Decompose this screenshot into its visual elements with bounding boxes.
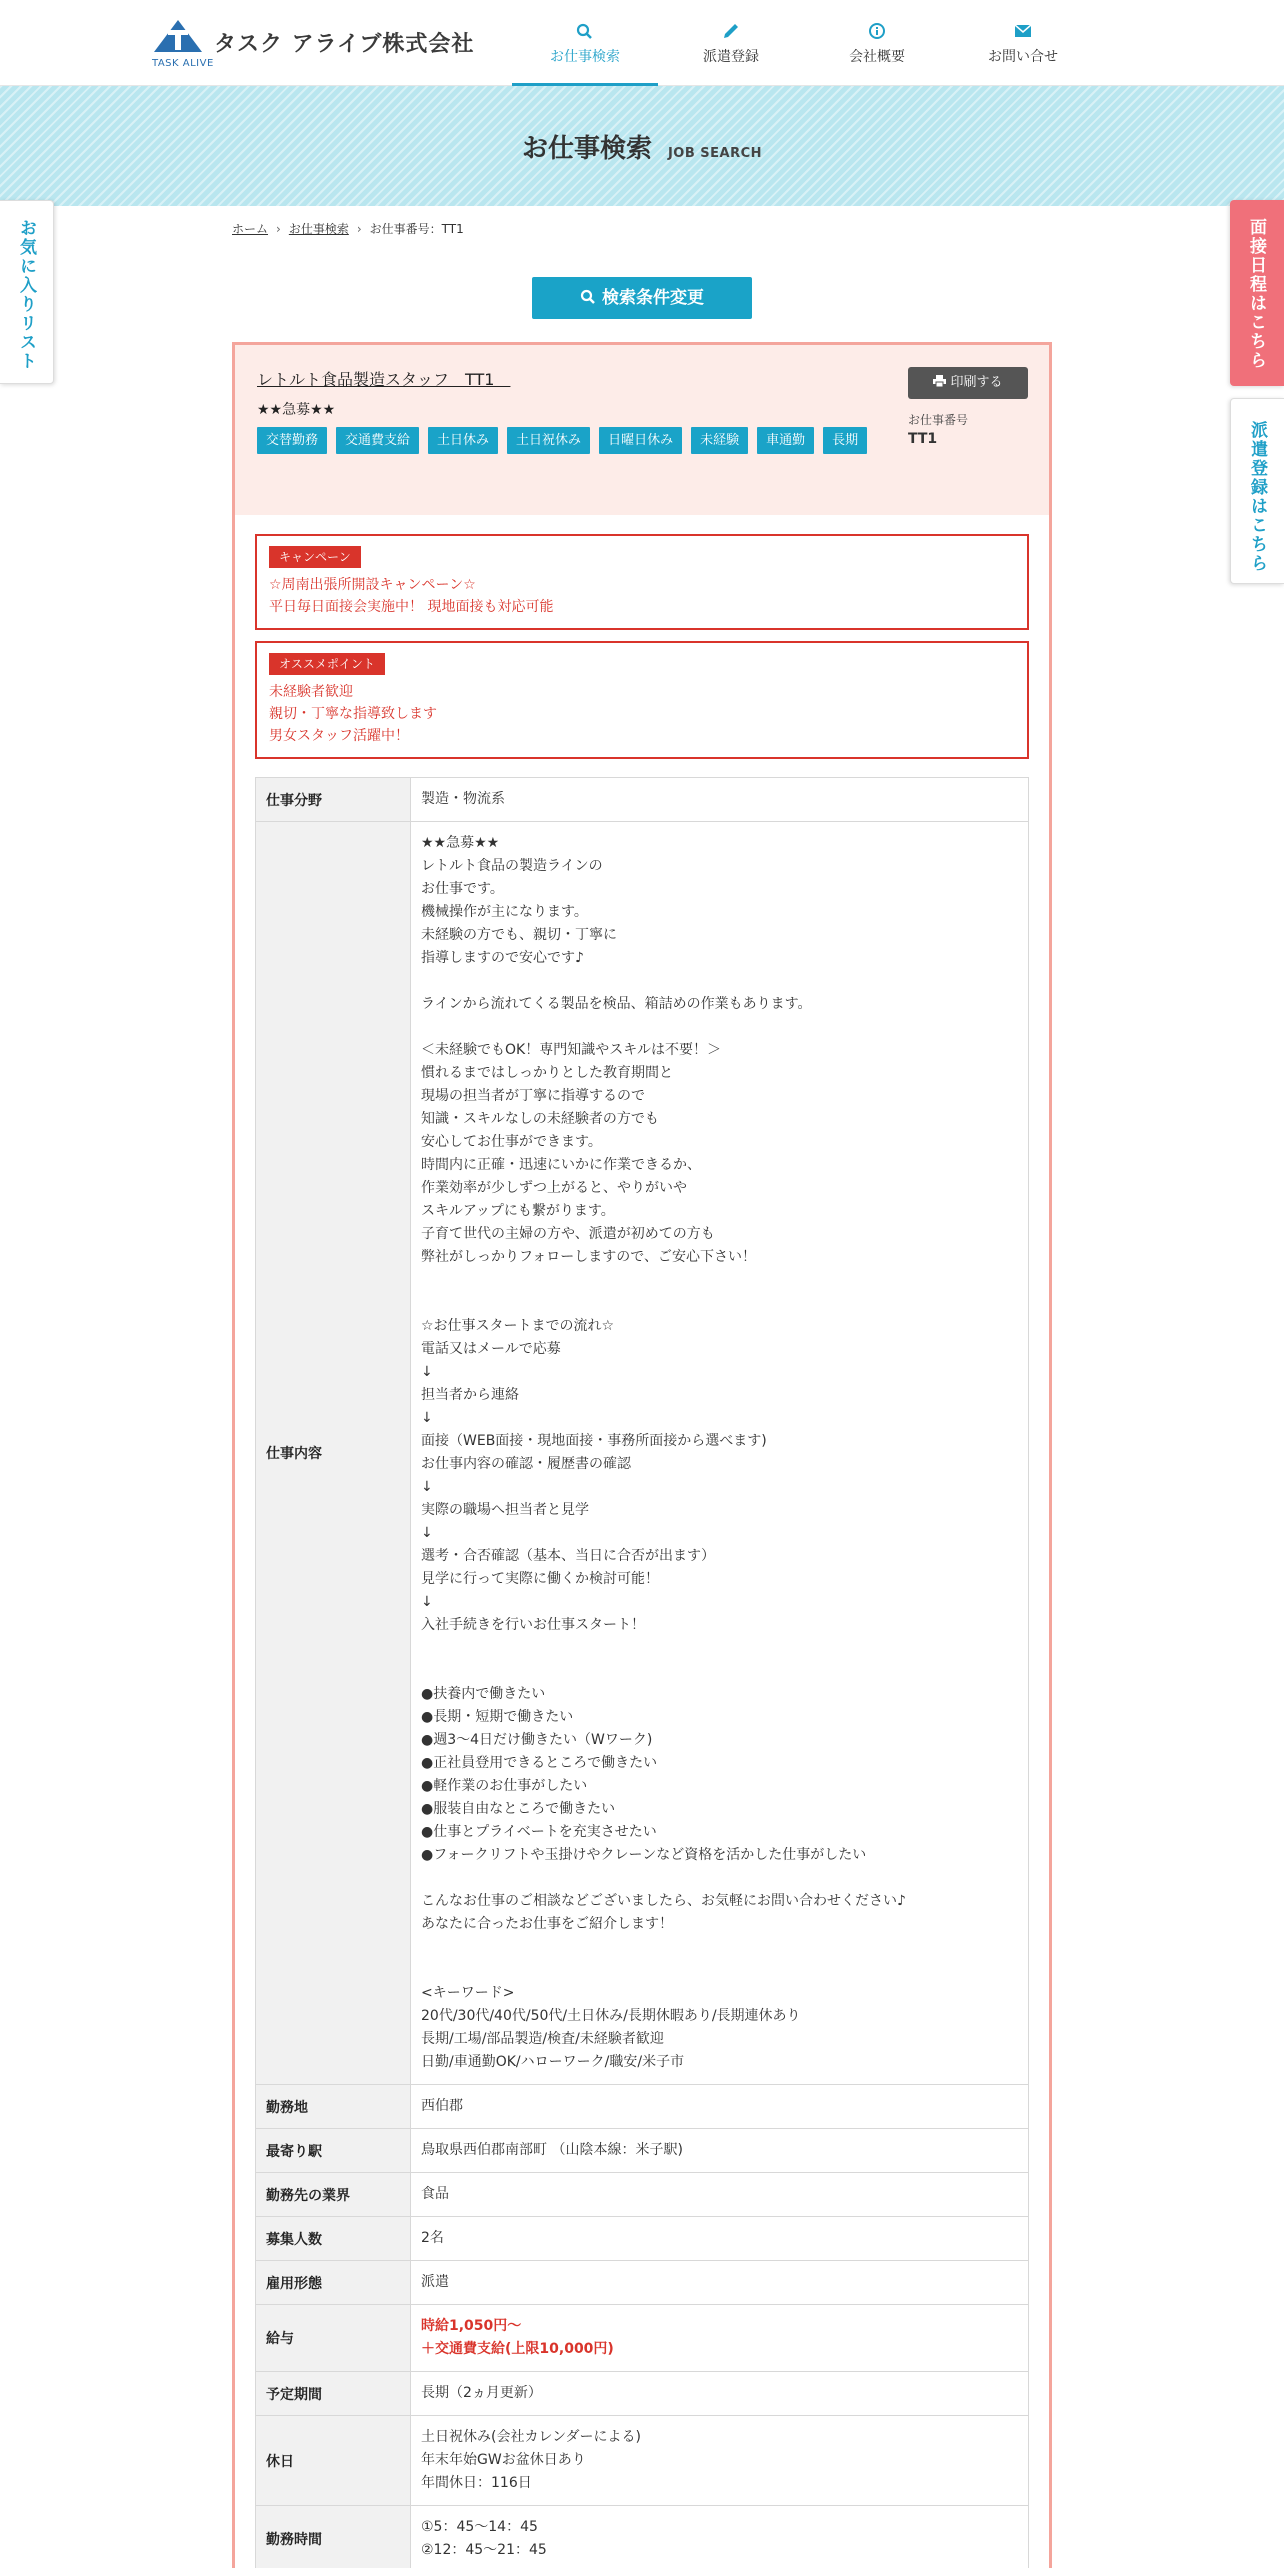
recommend-box: [255, 641, 1029, 759]
page-title-jp: お仕事検索: [521, 134, 652, 164]
recommend-line: 男女スタッフ活躍中！: [269, 728, 409, 744]
registration-tab[interactable]: [1230, 398, 1284, 584]
table-row: [256, 2372, 1029, 2416]
pencil-icon: [658, 22, 804, 40]
breadcrumb-search[interactable]: お仕事検索: [288, 222, 349, 236]
table-row: [256, 2085, 1029, 2129]
nav-label: お問い合せ: [988, 49, 1058, 65]
page-title-en: JOB SEARCH: [667, 146, 763, 161]
detail-value: ①5：45～14：45 ②12：45～21：45: [411, 2506, 1029, 2568]
detail-label: 給与: [256, 2305, 411, 2372]
job-number-label: お仕事番号: [908, 413, 969, 427]
table-row: [256, 2305, 1029, 2372]
detail-value: 長期（2ヵ月更新）: [411, 2372, 1029, 2416]
campaign-line: ☆周南出張所開設キャンペーン☆: [269, 577, 476, 593]
detail-value: 鳥取県西伯郡南部町 （山陰本線：米子駅): [411, 2129, 1029, 2173]
print-button[interactable]: [908, 367, 1028, 399]
job-tag: 交替勤務: [257, 427, 327, 454]
campaign-box: [255, 534, 1029, 630]
detail-value: 派遣: [411, 2261, 1029, 2305]
table-row: [256, 2129, 1029, 2173]
breadcrumb-home[interactable]: ホーム: [232, 222, 269, 236]
logo-text: タスク アライブ株式会社: [214, 32, 475, 57]
job-tags: [257, 427, 877, 454]
job-tag: 交通費支給: [336, 427, 419, 454]
detail-label: 休日: [256, 2416, 411, 2506]
salary-value: 時給1,050円～ ＋交通費支給(上限10,000円): [411, 2305, 1029, 2372]
search-icon: [580, 289, 596, 305]
company-logo[interactable]: [152, 18, 475, 74]
job-card: [232, 342, 1052, 2568]
table-row: [256, 2217, 1029, 2261]
registration-label: 派遣登録はこちら: [1247, 421, 1267, 573]
change-search-button[interactable]: [532, 277, 752, 319]
favorites-list-label: お気に入りリスト: [16, 219, 36, 371]
job-tag: 車通勤: [757, 427, 814, 454]
interview-schedule-label: 面接日程はこちら: [1246, 218, 1266, 370]
job-tag: 日曜日休み: [599, 427, 682, 454]
nav-contact[interactable]: [950, 0, 1096, 86]
job-number-value: TT1: [908, 431, 938, 447]
chevron-right-icon: ›: [356, 222, 362, 236]
print-label: 印刷する: [950, 375, 1003, 390]
site-header: [0, 0, 1284, 86]
campaign-badge: キャンペーン: [269, 546, 361, 568]
recommend-badge: オススメポイント: [269, 653, 385, 675]
chevron-right-icon: ›: [276, 222, 281, 236]
campaign-line: 平日毎日面接会実施中！ 現地面接も対応可能: [269, 599, 554, 615]
main-nav: [512, 0, 1096, 86]
recommend-line: 未経験者歓迎: [269, 684, 353, 700]
detail-value: 土日祝休み(会社カレンダーによる) 年末年始GWお盆休日あり 年間休日：116日: [411, 2416, 1029, 2506]
table-row: [256, 778, 1029, 822]
table-row: [256, 822, 1029, 2085]
job-title[interactable]: レトルト食品製造スタッフ TT1: [257, 370, 511, 389]
envelope-icon: [950, 22, 1096, 40]
nav-label: 派遣登録: [703, 49, 759, 65]
detail-value: ★★急募★★ レトルト食品の製造ラインの お仕事です。 機械操作が主になります。 未経験の方でも、親切・丁寧に 指導しますので安心です♪ ラインから流れてくる製品を検品、箱詰めの作業もあります。 ＜未経験でもOK！専門知識やスキルは不要！＞ 慣れるまではしっかりとした教育期間と 現場の担当者が丁寧に指導するので 知識・スキルなしの未経験者の方でも 安心してお仕事ができます。 時間内に正確・迅速にいかに作業できるか、 作業効率が少しずつ上がると、やりがいや スキルアップにも繋がります。 子育て世代の主婦の方や、派遣が初めての方も 弊社がしっかりフォローしますので、ご安心下さい！ ☆お仕事スタートまでの流れ☆ 電話又はメールで応募 ↓ 担当者から連絡 ↓ 面接（WEB面接・現地面接・事務所面接から選べます) お仕事内容の確認・履歴書の確認 ↓ 実際の職場へ担当者と見学 ↓ 選考・合否確認（基本、当日に合否が出ます） 見学に行って実際に働くか検討可能！ ↓ 入社手続きを行いお仕事スタート！ ●扶養内で働きたい ●長期・短期で働きたい ●週3～4日だけ働きたい（Wワーク) ●正社員登用できるところで働きたい ●軽作業のお仕事がしたい ●服装自由なところで働きたい ●仕事とプライベートを充実させたい ●フォークリフトや玉掛けやクレーンなど資格を活かした仕事がしたい こんなお仕事のご相談などございましたら、お気軽にお問い合わせください♪ あなたに合ったお仕事をご紹介します！ <キーワード> 20代/30代/40代/50代/土日休み/長期休暇あり/長期連休あり 長期/工場/部品製造/検査/未経験者歓迎 日勤/車通勤OK/ハローワーク/職安/米子市: [411, 822, 1029, 2085]
search-icon: [512, 22, 658, 40]
table-row: [256, 2261, 1029, 2305]
table-row: [256, 2506, 1029, 2568]
page-banner: [0, 86, 1284, 206]
recommend-line: 親切・丁寧な指導致します: [269, 706, 437, 722]
job-tag: 未経験: [691, 427, 748, 454]
detail-value: 製造・物流系: [411, 778, 1029, 822]
interview-schedule-tab[interactable]: [1230, 200, 1284, 386]
job-tag: 長期: [823, 427, 867, 454]
favorites-list-tab[interactable]: [0, 200, 54, 384]
printer-icon: [933, 375, 946, 387]
detail-label: 仕事分野: [256, 778, 411, 822]
table-row: [256, 2416, 1029, 2506]
nav-registration[interactable]: [658, 0, 804, 86]
breadcrumb: [232, 220, 464, 237]
job-tag: 土日祝休み: [507, 427, 590, 454]
detail-value: 食品: [411, 2173, 1029, 2217]
detail-value: 2名: [411, 2217, 1029, 2261]
job-tag: 土日休み: [428, 427, 498, 454]
detail-label: 予定期間: [256, 2372, 411, 2416]
table-row: [256, 2173, 1029, 2217]
detail-label: 勤務地: [256, 2085, 411, 2129]
logo-mark-icon: [152, 18, 204, 54]
detail-label: 勤務先の業界: [256, 2173, 411, 2217]
detail-label: 募集人数: [256, 2217, 411, 2261]
job-card-header: [235, 345, 1049, 515]
nav-label: お仕事検索: [550, 49, 620, 65]
job-detail-table: [255, 777, 1029, 2568]
detail-label: 仕事内容: [256, 822, 411, 2085]
nav-label: 会社概要: [849, 49, 905, 65]
breadcrumb-current: お仕事番号：TT1: [369, 222, 464, 236]
logo-subtitle: TASK ALIVE: [152, 58, 214, 69]
job-urgent-label: ★★急募★★: [257, 402, 336, 418]
detail-label: 最寄り駅: [256, 2129, 411, 2173]
detail-label: 勤務時間: [256, 2506, 411, 2568]
page-title: [0, 128, 1284, 165]
nav-job-search[interactable]: [512, 0, 658, 86]
change-search-label: 検索条件変更: [602, 288, 704, 308]
nav-company[interactable]: [804, 0, 950, 86]
info-circle-icon: [804, 22, 950, 40]
detail-label: 雇用形態: [256, 2261, 411, 2305]
detail-value: 西伯郡: [411, 2085, 1029, 2129]
